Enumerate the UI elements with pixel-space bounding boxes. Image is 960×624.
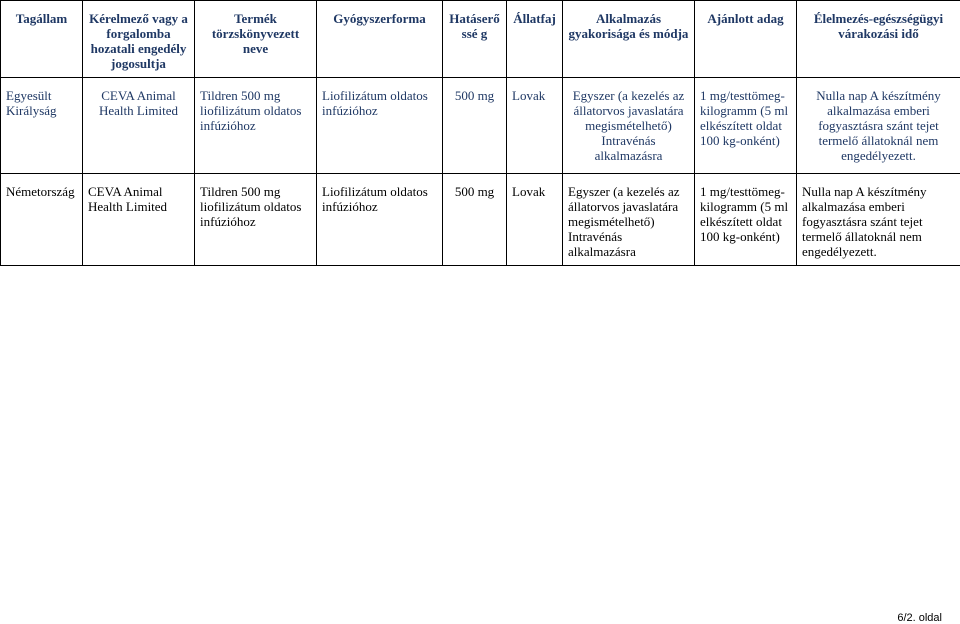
cell-alkalmazas: Egyszer (a kezelés az állatorvos javaslatára megismételhető) Intravénás alkalmazásra <box>563 78 695 174</box>
cell-termek: Tildren 500 mg liofilizátum oldatos infúzióhoz <box>195 174 317 266</box>
cell-alkalmazas: Egyszer (a kezelés az állatorvos javaslatára megismételhető) Intravénás alkalmazásra <box>563 174 695 266</box>
cell-allatfaj: Lovak <box>507 174 563 266</box>
table-row <box>1 174 960 266</box>
cell-hataserosseg: 500 mg <box>443 78 507 174</box>
cell-allatfaj: Lovak <box>507 78 563 174</box>
page-number: 6/2. oldal <box>897 612 942 624</box>
cell-hataserosseg: 500 mg <box>443 174 507 266</box>
cell-termek: Tildren 500 mg liofilizátum oldatos infúzióhoz <box>195 78 317 174</box>
cell-adag: 1 mg/testtömeg-kilogramm (5 ml elkészített oldat 100 kg-onként) <box>695 174 797 266</box>
header-adag: Ajánlott adag <box>695 1 797 78</box>
cell-tagallam: Németország <box>1 174 83 266</box>
header-termek: Termék törzskönyvezett neve <box>195 1 317 78</box>
cell-adag: 1 mg/testtömeg-kilogramm (5 ml elkészített oldat 100 kg-onként) <box>695 78 797 174</box>
header-kerelmezo: Kérelmező vagy a forgalomba hozatali engedély jogosultja <box>83 1 195 78</box>
cell-varakozasi: Nulla nap A készítmény alkalmazása emberi fogyasztásra szánt tejet termelő állatoknál nem engedélyezett. <box>797 78 960 174</box>
header-alkalmazas: Alkalmazás gyakorisága és módja <box>563 1 695 78</box>
cell-varakozasi: Nulla nap A készítmény alkalmazása emberi fogyasztásra szánt tejet termelő állatoknál nem engedélyezett. <box>797 174 960 266</box>
cell-gyogyszerforma: Liofilizátum oldatos infúzióhoz <box>317 78 443 174</box>
header-hataserosseg: Hatáserőssé g <box>443 1 507 78</box>
cell-kerelmezo: CEVA Animal Health Limited <box>83 78 195 174</box>
header-varakozasi: Élelmezés-egészségügyi várakozási idő <box>797 1 960 78</box>
cell-tagallam: Egyesült Királyság <box>1 78 83 174</box>
header-tagallam: Tagállam <box>1 1 83 78</box>
cell-gyogyszerforma: Liofilizátum oldatos infúzióhoz <box>317 174 443 266</box>
table-header-row <box>1 1 960 78</box>
table-row <box>1 78 960 174</box>
header-gyogyszerforma: Gyógyszerforma <box>317 1 443 78</box>
cell-kerelmezo: CEVA Animal Health Limited <box>83 174 195 266</box>
header-allatfaj: Állatfaj <box>507 1 563 78</box>
product-table <box>0 0 960 266</box>
